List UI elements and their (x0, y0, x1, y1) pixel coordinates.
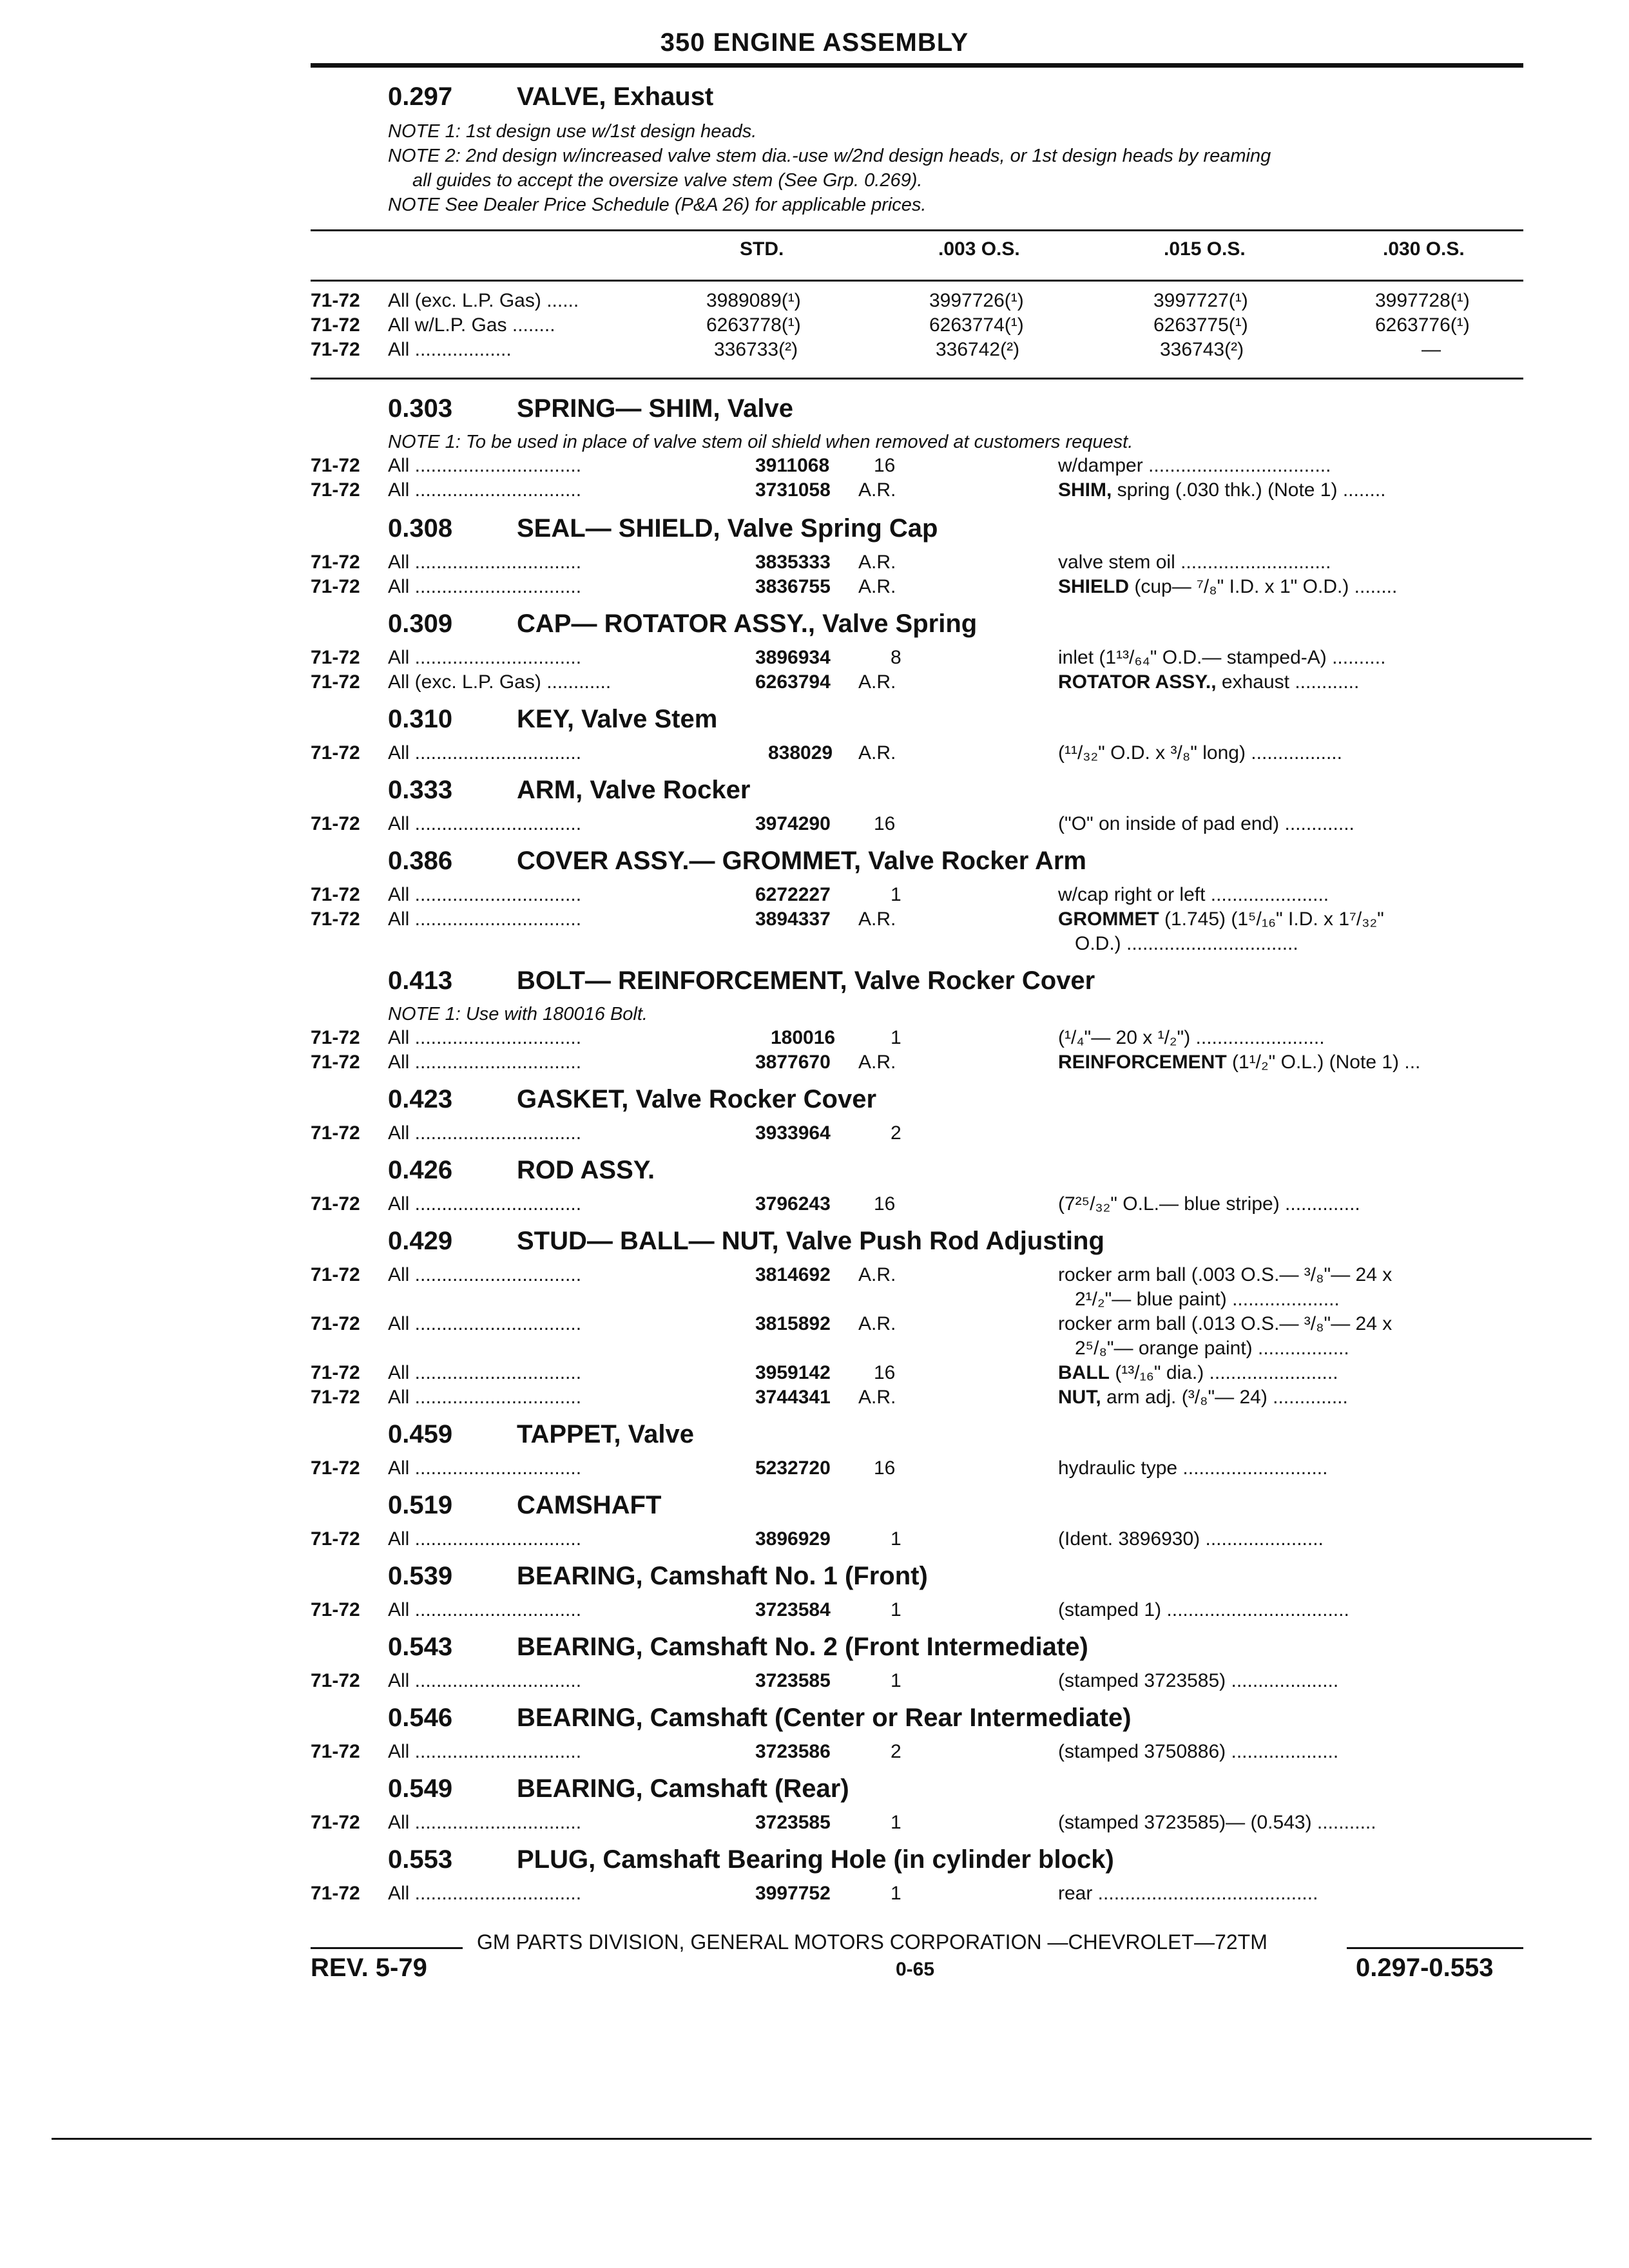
description-text: spring (.030 thk.) (Note 1) ........ (1112, 479, 1386, 501)
year-cell: 71-72 (311, 671, 360, 693)
part-row (0, 1052, 1629, 1076)
application-cell: All ............................... (388, 1812, 582, 1833)
part-number: 3894337 (755, 908, 831, 930)
description (1058, 742, 1522, 764)
year-cell: 71-72 (311, 455, 360, 476)
section-heading (388, 1704, 1132, 1733)
section-title: SEAL— SHIELD, Valve Spring Cap (517, 514, 938, 543)
part-number: 3896929 (755, 1528, 831, 1550)
description-text: (stamped 3750886) .................... (1058, 1741, 1339, 1762)
section-note: NOTE 1: To be used in place of valve stem oil shield when removed at customers request. (388, 432, 1133, 452)
os030-cell: — (1422, 339, 1441, 360)
section-number: 0.429 (388, 1227, 453, 1255)
section-heading (388, 82, 713, 111)
os003-cell: 336742(²) (936, 339, 1020, 360)
year-cell: 71-72 (311, 576, 360, 597)
part-row (0, 455, 1629, 479)
part-row (0, 1362, 1629, 1387)
year-cell: 71-72 (311, 813, 360, 834)
section-number: 0.459 (388, 1420, 453, 1448)
description-text: arm adj. (³/₈"— 24) .............. (1101, 1387, 1348, 1408)
section-heading (388, 514, 938, 543)
part-number: 180016 (771, 1027, 836, 1048)
application-cell: All ............................... (388, 1457, 582, 1479)
part-number: 3814692 (755, 1264, 831, 1285)
application-cell: All ............................... (388, 1599, 582, 1620)
part-row (0, 1027, 1629, 1052)
part-number: 3974290 (755, 813, 831, 834)
description (1058, 1193, 1522, 1215)
section-title: SPRING— SHIM, Valve (517, 394, 794, 423)
application-cell: All ............................... (388, 552, 582, 573)
os030-cell: 3997728(¹) (1375, 290, 1470, 311)
part-row (0, 1264, 1629, 1289)
part-number: 3997752 (755, 1883, 831, 1904)
part-number: 3723584 (755, 1599, 831, 1620)
section-heading (388, 1562, 928, 1591)
part-row-continuation (0, 933, 1629, 957)
section-heading (388, 1845, 1114, 1874)
description-text: (¹³/₁₆" dia.) ........................ (1109, 1362, 1338, 1383)
application-cell: All ............................... (388, 576, 582, 597)
section-number: 0.553 (388, 1845, 453, 1874)
section-number: 0.549 (388, 1774, 453, 1803)
part-number: 3959142 (755, 1362, 831, 1383)
description (1058, 908, 1522, 930)
part-row (0, 647, 1629, 671)
application-cell: All ............................... (388, 1741, 582, 1762)
description-label: SHIELD (1058, 576, 1130, 597)
part-row (0, 671, 1629, 696)
quantity: 16 (874, 455, 896, 476)
description-text: ("O" on inside of pad end) ............. (1058, 813, 1354, 834)
section-heading (388, 776, 750, 805)
section-number: 0.413 (388, 966, 453, 995)
column-header: .003 O.S. (938, 238, 1020, 260)
description-text: exhaust ............ (1216, 671, 1360, 693)
section-heading (388, 847, 1086, 876)
part-row (0, 576, 1629, 601)
application-cell: All (exc. L.P. Gas) ............ (388, 671, 612, 693)
application-cell: All (exc. L.P. Gas) ...... (388, 290, 579, 311)
table-top-rule (311, 229, 1523, 231)
section-number: 0.308 (388, 514, 453, 543)
application-cell: All .................. (388, 339, 512, 360)
year-cell: 71-72 (311, 908, 360, 930)
description-continuation: 2⁵/₈"— orange paint) ................. (1075, 1338, 1349, 1359)
quantity: 16 (874, 1362, 896, 1383)
year-cell: 71-72 (311, 742, 360, 764)
quantity: 16 (874, 1457, 896, 1479)
year-cell: 71-72 (311, 479, 360, 501)
quantity: 1 (891, 884, 901, 905)
year-cell: 71-72 (311, 1313, 360, 1334)
section-number: 0.303 (388, 394, 453, 423)
description-label: BALL (1058, 1362, 1110, 1383)
part-number: 3731058 (755, 479, 831, 501)
os003-cell: 3997726(¹) (929, 290, 1024, 311)
application-cell: All ............................... (388, 1528, 582, 1550)
quantity: 16 (874, 1193, 896, 1215)
quantity: 1 (891, 1883, 901, 1904)
section-number: 0.333 (388, 776, 453, 804)
description-label: REINFORCEMENT (1058, 1052, 1227, 1073)
description (1058, 552, 1522, 573)
note-line: NOTE 2: 2nd design w/increased valve stem dia.-use w/2nd design heads, or 1st design heads by reaming (388, 146, 1271, 166)
part-number: 6263794 (755, 671, 831, 693)
section-title: CAMSHAFT (517, 1491, 662, 1519)
part-row (0, 813, 1629, 838)
quantity: A.R. (858, 908, 896, 930)
part-row (0, 1599, 1629, 1624)
part-row (0, 1193, 1629, 1218)
page-title: 350 ENGINE ASSEMBLY (660, 28, 969, 57)
application-cell: All ............................... (388, 1264, 582, 1285)
year-cell: 71-72 (311, 339, 360, 360)
description-text: (1¹/₂" O.L.) (Note 1) ... (1226, 1052, 1421, 1073)
year-cell: 71-72 (311, 1528, 360, 1550)
year-cell: 71-72 (311, 1362, 360, 1383)
std-cell: 6263778(¹) (706, 314, 801, 336)
description (1058, 576, 1522, 598)
year-cell: 71-72 (311, 1670, 360, 1691)
description (1058, 884, 1522, 906)
description (1058, 1883, 1522, 1905)
os015-cell: 3997727(¹) (1153, 290, 1248, 311)
part-number: 3744341 (755, 1387, 831, 1408)
column-header: .030 O.S. (1383, 238, 1465, 260)
part-row (0, 1387, 1629, 1411)
description (1058, 1457, 1522, 1479)
description-text: hydraulic type ........................... (1058, 1457, 1328, 1479)
section-number: 0.519 (388, 1491, 453, 1519)
section-title: KEY, Valve Stem (517, 705, 718, 733)
description (1058, 455, 1522, 477)
part-row (0, 908, 1629, 933)
part-row (0, 1741, 1629, 1765)
year-cell: 71-72 (311, 1457, 360, 1479)
description-text: w/cap right or left ...................... (1058, 884, 1329, 905)
section-number: 0.310 (388, 705, 453, 733)
table-header-rule (311, 280, 1523, 282)
section-heading (388, 1156, 655, 1185)
part-number: 3723585 (755, 1812, 831, 1833)
section-number: 0.546 (388, 1704, 453, 1732)
description-text: w/damper .................................. (1058, 455, 1331, 476)
part-number: 3815892 (755, 1313, 831, 1334)
description-text: rocker arm ball (.013 O.S.— ³/₈"— 24 x (1058, 1313, 1393, 1334)
section-heading (388, 966, 1095, 995)
description (1058, 813, 1522, 835)
description-label: SHIM, (1058, 479, 1112, 501)
description-text: rear ......................................... (1058, 1883, 1318, 1904)
description-label: ROTATOR ASSY., (1058, 671, 1217, 693)
part-number: 838029 (768, 742, 833, 764)
revision-label: REV. 5-79 (311, 1954, 427, 1982)
part-row (0, 1457, 1629, 1482)
quantity: 1 (891, 1670, 901, 1691)
section-title: COVER ASSY.— GROMMET, Valve Rocker Arm (517, 847, 1086, 875)
part-number: 3723585 (755, 1670, 831, 1691)
description (1058, 1362, 1522, 1384)
os015-cell: 336743(²) (1160, 339, 1244, 360)
description (1058, 647, 1522, 669)
application-cell: All ............................... (388, 884, 582, 905)
quantity: 2 (891, 1122, 901, 1144)
description-text: rocker arm ball (.003 O.S.— ³/₈"— 24 x (1058, 1264, 1393, 1285)
quantity: 2 (891, 1741, 901, 1762)
quantity: A.R. (858, 576, 896, 597)
note-line: all guides to accept the oversize valve stem (See Grp. 0.269). (412, 170, 923, 191)
std-cell: 336733(²) (714, 339, 798, 360)
quantity: A.R. (858, 1264, 896, 1285)
quantity: 1 (891, 1812, 901, 1833)
section-number: 0.297 (388, 82, 453, 111)
year-cell: 71-72 (311, 1027, 360, 1048)
os030-cell: 6263776(¹) (1375, 314, 1470, 336)
application-cell: All ............................... (388, 647, 582, 668)
section-note: NOTE 1: Use with 180016 Bolt. (388, 1004, 648, 1024)
table-bottom-rule (311, 378, 1523, 380)
section-title: ROD ASSY. (517, 1156, 655, 1184)
group-range: 0.297-0.553 (1356, 1954, 1494, 1982)
part-number: 3723586 (755, 1741, 831, 1762)
section-title: CAP— ROTATOR ASSY., Valve Spring (517, 610, 978, 638)
std-cell: 3989089(¹) (706, 290, 801, 311)
description-text: valve stem oil ............................ (1058, 552, 1331, 573)
description-text: (stamped 3723585)— (0.543) ........... (1058, 1812, 1376, 1833)
application-cell: All ............................... (388, 1670, 582, 1691)
year-cell: 71-72 (311, 1812, 360, 1833)
year-cell: 71-72 (311, 1264, 360, 1285)
part-row (0, 884, 1629, 908)
quantity: A.R. (858, 552, 896, 573)
part-number: 3835333 (755, 552, 831, 573)
section-number: 0.423 (388, 1085, 453, 1113)
column-header: .015 O.S. (1164, 238, 1246, 260)
part-row (0, 1883, 1629, 1907)
quantity: A.R. (858, 1313, 896, 1334)
application-cell: All ............................... (388, 1362, 582, 1383)
year-cell: 71-72 (311, 1599, 360, 1620)
year-cell: 71-72 (311, 290, 360, 311)
section-heading (388, 1227, 1104, 1256)
section-title: BEARING, Camshaft (Rear) (517, 1774, 849, 1803)
quantity: 16 (874, 813, 896, 834)
note-line: NOTE See Dealer Price Schedule (P&A 26) for applicable prices. (388, 195, 927, 215)
description (1058, 1387, 1522, 1408)
quantity: 8 (891, 647, 901, 668)
column-header: STD. (740, 238, 784, 260)
quantity: A.R. (858, 742, 896, 764)
quantity: A.R. (858, 671, 896, 693)
part-row (0, 742, 1629, 767)
section-number: 0.309 (388, 610, 453, 638)
description-text: (7²⁵/₃₂" O.L.— blue stripe) .............. (1058, 1193, 1360, 1215)
section-title: GASKET, Valve Rocker Cover (517, 1085, 877, 1113)
part-row (0, 1528, 1629, 1553)
part-number: 3877670 (755, 1052, 831, 1073)
application-cell: All ............................... (388, 1193, 582, 1215)
part-row (0, 1122, 1629, 1147)
section-number: 0.426 (388, 1156, 453, 1184)
description (1058, 1812, 1522, 1834)
year-cell: 71-72 (311, 1193, 360, 1215)
year-cell: 71-72 (311, 884, 360, 905)
description-text: (stamped 3723585) .................... (1058, 1670, 1339, 1691)
section-title: ARM, Valve Rocker (517, 776, 751, 804)
application-cell: All ............................... (388, 1027, 582, 1048)
quantity: A.R. (858, 1387, 896, 1408)
application-cell: All ............................... (388, 1122, 582, 1144)
part-number: 5232720 (755, 1457, 831, 1479)
part-number: 6272227 (755, 884, 831, 905)
description (1058, 1599, 1522, 1621)
footer-division: GM PARTS DIVISION, GENERAL MOTORS CORPORATION —CHEVROLET—72TM (477, 1930, 1268, 1954)
description-text: (stamped 1) .................................. (1058, 1599, 1349, 1620)
quantity: A.R. (858, 1052, 896, 1073)
note-line: NOTE 1: 1st design use w/1st design heads. (388, 121, 757, 142)
page-bottom-rule (52, 2138, 1592, 2140)
section-title: PLUG, Camshaft Bearing Hole (in cylinder block) (517, 1845, 1114, 1874)
application-cell: All ............................... (388, 908, 582, 930)
section-number: 0.543 (388, 1633, 453, 1661)
description-text: (¹/₄"— 20 x ¹/₂") ........................ (1058, 1027, 1325, 1048)
part-number: 3896934 (755, 647, 831, 668)
section-title: BEARING, Camshaft No. 2 (Front Intermediate) (517, 1633, 1088, 1661)
description (1058, 671, 1522, 693)
year-cell: 71-72 (311, 314, 360, 336)
part-row (0, 1670, 1629, 1695)
section-number: 0.539 (388, 1562, 453, 1590)
section-heading (388, 705, 717, 734)
part-row-continuation (0, 1289, 1629, 1313)
description (1058, 1670, 1522, 1692)
section-heading (388, 1085, 876, 1114)
header-rule (311, 63, 1523, 68)
table-row (0, 339, 1629, 363)
description-continuation: 2¹/₂"— blue paint) .................... (1075, 1289, 1340, 1310)
description (1058, 1052, 1522, 1073)
description-text: (1.745) (1⁵/₁₆" I.D. x 1⁷/₃₂" (1159, 908, 1384, 930)
year-cell: 71-72 (311, 1883, 360, 1904)
part-row-continuation (0, 1338, 1629, 1362)
part-row (0, 552, 1629, 576)
year-cell: 71-72 (311, 647, 360, 668)
section-title: BOLT— REINFORCEMENT, Valve Rocker Cover (517, 966, 1095, 995)
section-heading (388, 1491, 661, 1520)
description-text: (cup— ⁷/₈" I.D. x 1" O.D.) ........ (1129, 576, 1398, 597)
year-cell: 71-72 (311, 1741, 360, 1762)
part-row (0, 1313, 1629, 1338)
part-number: 3796243 (755, 1193, 831, 1215)
description-label: GROMMET (1058, 908, 1159, 930)
year-cell: 71-72 (311, 1052, 360, 1073)
section-title: TAPPET, Valve (517, 1420, 694, 1448)
application-cell: All ............................... (388, 1387, 582, 1408)
description-text: inlet (1¹³/₆₄" O.D.— stamped-A) .......... (1058, 647, 1386, 668)
section-heading (388, 1420, 694, 1449)
quantity: 1 (891, 1528, 901, 1550)
footer-rule-right (1347, 1947, 1523, 1949)
application-cell: All ............................... (388, 813, 582, 834)
application-cell: All ............................... (388, 1052, 582, 1073)
quantity: 1 (891, 1599, 901, 1620)
description (1058, 479, 1522, 501)
os015-cell: 6263775(¹) (1153, 314, 1248, 336)
description (1058, 1741, 1522, 1763)
section-number: 0.386 (388, 847, 453, 875)
description (1058, 1264, 1522, 1286)
description-text: (Ident. 3896930) ...................... (1058, 1528, 1324, 1550)
table-row (0, 290, 1629, 314)
section-title: STUD— BALL— NUT, Valve Push Rod Adjusting (517, 1227, 1104, 1255)
section-heading (388, 1633, 1088, 1662)
quantity: A.R. (858, 479, 896, 501)
description-text: (¹¹/₃₂" O.D. x ³/₈" long) ................. (1058, 742, 1342, 764)
description (1058, 1027, 1522, 1049)
part-row (0, 479, 1629, 504)
year-cell: 71-72 (311, 1387, 360, 1408)
os003-cell: 6263774(¹) (929, 314, 1024, 336)
section-heading (388, 1774, 849, 1803)
application-cell: All w/L.P. Gas ........ (388, 314, 555, 336)
description-label: NUT, (1058, 1387, 1101, 1408)
year-cell: 71-72 (311, 552, 360, 573)
year-cell: 71-72 (311, 1122, 360, 1144)
page-number: 0-65 (896, 1959, 935, 1980)
application-cell: All ............................... (388, 455, 582, 476)
description (1058, 1528, 1522, 1550)
part-number: 3933964 (755, 1122, 831, 1144)
part-row (0, 1812, 1629, 1836)
section-title: BEARING, Camshaft No. 1 (Front) (517, 1562, 928, 1590)
application-cell: All ............................... (388, 1313, 582, 1334)
quantity: 1 (891, 1027, 901, 1048)
application-cell: All ............................... (388, 1883, 582, 1904)
table-row (0, 314, 1629, 339)
section-title: BEARING, Camshaft (Center or Rear Intermediate) (517, 1704, 1132, 1732)
part-number: 3836755 (755, 576, 831, 597)
section-heading (388, 394, 793, 423)
part-number: 3911068 (755, 455, 830, 476)
footer-rule-left (311, 1947, 463, 1949)
section-title: VALVE, Exhaust (517, 82, 714, 111)
description-continuation: O.D.) ................................ (1075, 933, 1298, 954)
description (1058, 1313, 1522, 1335)
application-cell: All ............................... (388, 742, 582, 764)
application-cell: All ............................... (388, 479, 582, 501)
section-heading (388, 610, 977, 639)
